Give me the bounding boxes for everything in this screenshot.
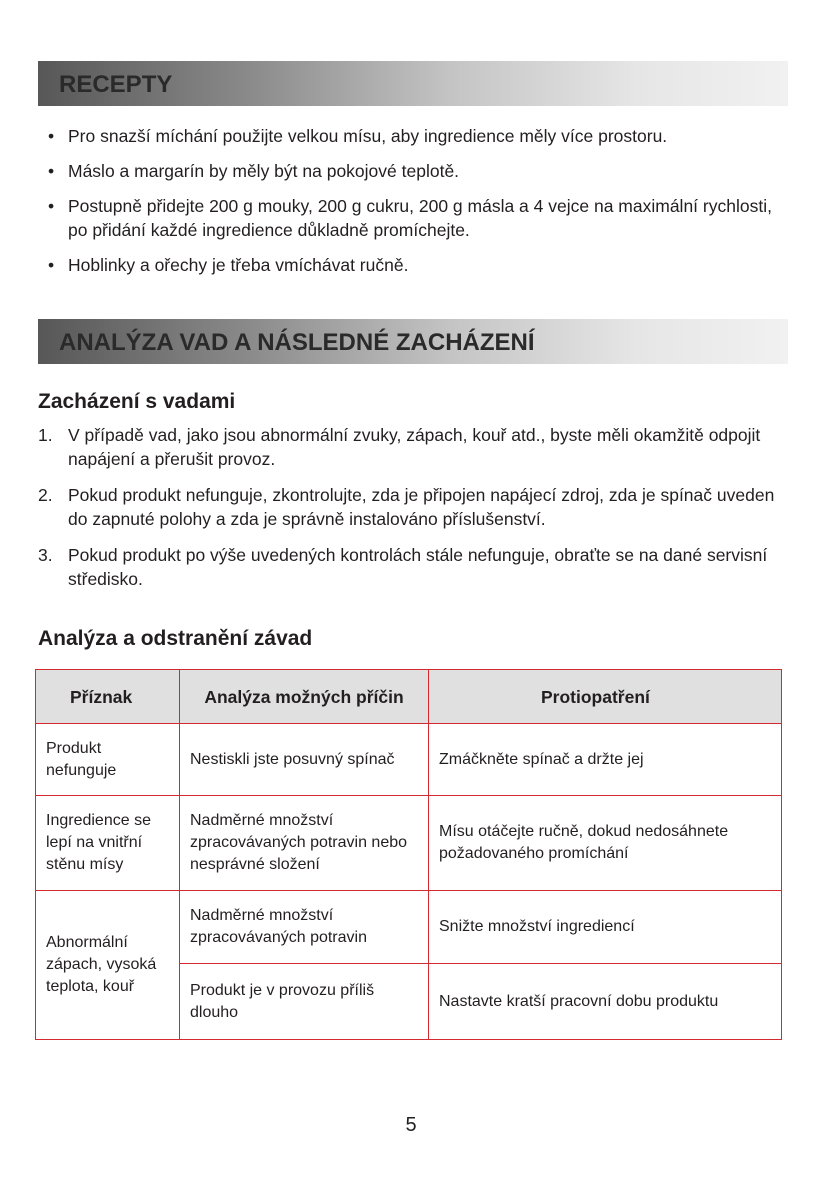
remedy-cell: Zmáčkněte spínač a držte jej [429,724,782,796]
recipe-bullet-list [48,124,788,288]
list-item: 3. Pokud produkt po výše uvedených kontrolách stále nefunguje, obraťte se na dané servisní středisko. [38,545,768,589]
page-number: 5 [405,1114,417,1136]
remedy-cell: Snižte množství ingrediencí [429,891,782,964]
item-number: 3. [38,545,53,565]
list-item: • Pro snazší míchání použijte velkou mísu, aby ingredience měly více prostoru. [48,126,668,146]
column-header-remedy: Protiopatření [429,670,782,724]
item-number: 1. [38,425,53,445]
cause-cell: Produkt je v provozu příliš dlouho [180,964,429,1040]
remedy-cell: Mísu otáčejte ručně, dokud nedosáhnete požadovaného promíchání [429,796,782,891]
table-row [36,724,782,796]
cause-cell: Nadměrné množství zpracovávaných potravin [180,891,429,964]
table-row [36,796,782,891]
section-banner-analyza [38,319,788,364]
section-banner-recepty [38,61,788,106]
list-item: 2. Pokud produkt nefunguje, zkontrolujte, zda je připojen napájecí zdroj, zda je spínač uveden do zapnuté polohy a zda je správně instalováno příslušenství. [38,485,775,529]
section-title-recepty: RECEPTY [59,71,173,98]
cause-cell: Nadměrné množství zpracovávaných potravin nebo nesprávné složení [180,796,429,891]
subheading-zachazeni: Zacházení s vadami [38,390,236,413]
symptom-cell: Produkt nefunguje [36,724,180,796]
troubleshooting-table [35,669,782,1040]
symptom-cell: Abnormální zápach, vysoká teplota, kouř [36,891,180,1040]
fault-handling-list [38,423,788,603]
table-row [36,891,782,964]
table-header-row [36,670,782,724]
list-item: • Hoblinky a ořechy je třeba vmíchávat ručně. [48,255,409,275]
subheading-odstraneni: Analýza a odstranění závad [38,627,313,650]
list-item: • Máslo a margarín by měly být na pokojové teplotě. [48,161,460,181]
item-number: 2. [38,485,53,505]
section-title-analyza: ANALÝZA VAD A NÁSLEDNÉ ZACHÁZENÍ [59,329,535,356]
bullet-icon: • [48,126,55,146]
column-header-cause: Analýza možných příčin [180,670,429,724]
bullet-icon: • [48,161,55,181]
symptom-cell: Ingredience se lepí na vnitřní stěnu mísy [36,796,180,891]
cause-cell: Nestiskli jste posuvný spínač [180,724,429,796]
list-item: • Postupně přidejte 200 g mouky, 200 g cukru, 200 g másla a 4 vejce na maximální rychlosti, po přidání každé ingredience důkladně promíchejte. [48,196,772,240]
bullet-icon: • [48,255,55,275]
remedy-cell: Nastavte kratší pracovní dobu produktu [429,964,782,1040]
bullet-icon: • [48,196,55,216]
column-header-symptom: Příznak [36,670,180,724]
list-item: 1. V případě vad, jako jsou abnormální zvuky, zápach, kouř atd., byste měli okamžitě odpojit napájení a přerušit provoz. [38,425,761,469]
